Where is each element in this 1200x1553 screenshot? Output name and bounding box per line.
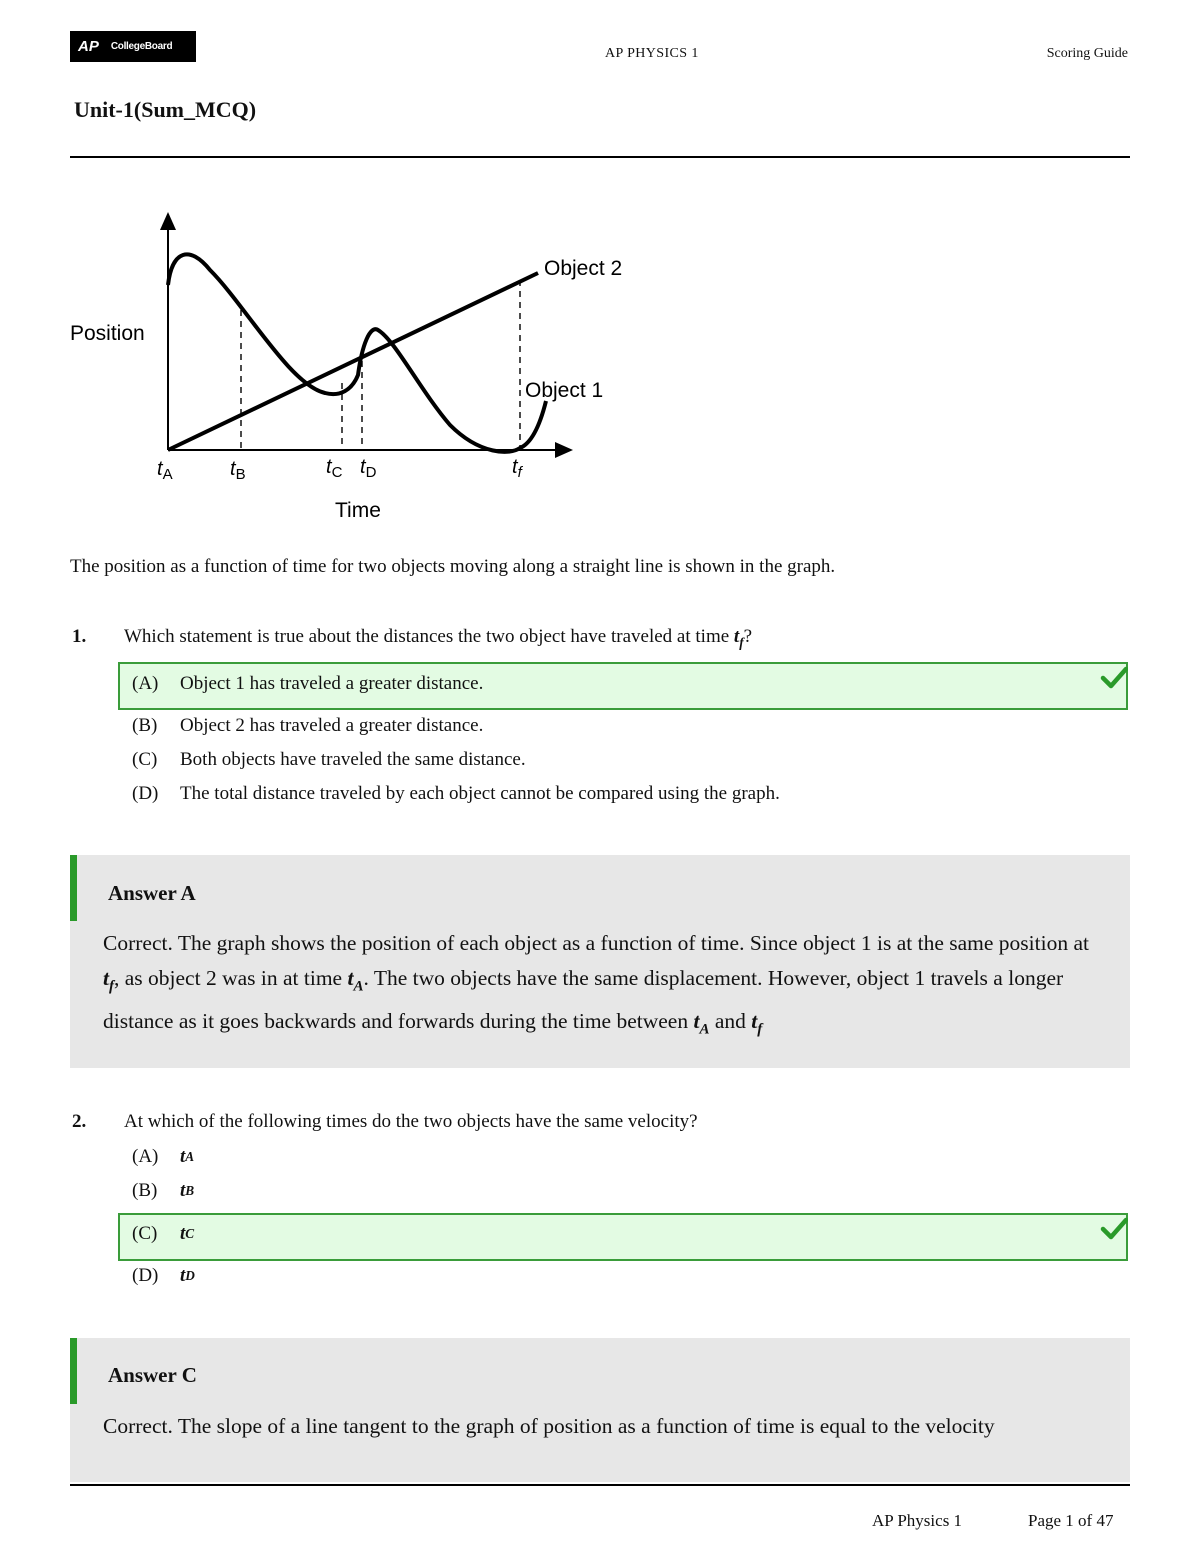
q2-check-icon xyxy=(1100,1217,1128,1241)
option-letter: (B) xyxy=(132,1180,158,1201)
expl-part: . The two objects have the same displacement. However, object 1 travels a longer distance as it goes backwards and forwards during the time between xyxy=(103,966,1064,1034)
header-course: AP PHYSICS 1 xyxy=(605,46,699,61)
object-2-label: Object 2 xyxy=(544,257,623,280)
option-letter: (A) xyxy=(132,1146,159,1167)
header-divider xyxy=(70,156,1130,158)
position-time-graph xyxy=(60,205,660,530)
option-text: Object 2 has traveled a greater distance. xyxy=(180,715,484,736)
expl-part: Correct. The graph shows the position of each object as a function of time. Since object 1 is at the same position at xyxy=(103,931,1089,955)
header-scoring-guide: Scoring Guide xyxy=(1046,46,1128,61)
question-1-text-end: ? xyxy=(743,626,753,647)
footer-page-number: Page 1 of 47 xyxy=(1028,1511,1114,1530)
footer-divider xyxy=(70,1484,1130,1486)
expl-var: t xyxy=(751,1009,758,1034)
q2-option-a[interactable] xyxy=(132,1146,194,1168)
time-guides xyxy=(241,280,520,450)
x-axis-label: Time xyxy=(335,499,381,522)
option-letter: (C) xyxy=(132,749,158,770)
q1-option-b[interactable] xyxy=(132,715,483,737)
tick-tc: $t_C$ xyxy=(326,456,343,481)
option-var-sub: A xyxy=(185,1149,195,1164)
page-title: Unit-1(Sum_MCQ) xyxy=(74,97,257,122)
option-var: t xyxy=(180,1146,186,1167)
q1-option-a[interactable] xyxy=(132,673,483,695)
logo-brand-text: CollegeBoard xyxy=(110,41,173,52)
tick-tf: $t_f$ xyxy=(512,456,522,481)
expl-var-sub: A xyxy=(699,1021,710,1038)
q2-answer-title: Answer C xyxy=(108,1363,197,1387)
option-letter: (D) xyxy=(132,783,159,804)
q2-answer-accent-bar xyxy=(70,1338,77,1404)
expl-var: t xyxy=(347,966,354,990)
question-stem: The position as a function of time for two objects moving along a straight line is shown in the graph. xyxy=(70,556,836,577)
question-1-var-sub: f xyxy=(739,634,744,650)
expl-var: t xyxy=(103,966,109,990)
q2-option-b[interactable] xyxy=(132,1180,194,1202)
q2-option-c[interactable] xyxy=(132,1223,194,1245)
expl-var-sub: f xyxy=(757,1021,763,1038)
logo-ap-text: AP xyxy=(78,38,99,55)
q1-option-d[interactable] xyxy=(132,783,780,805)
object-1-label: Object 1 xyxy=(525,379,604,402)
q1-answer-title: Answer A xyxy=(108,881,196,905)
footer-course: AP Physics 1 xyxy=(872,1511,963,1530)
expl-var-sub: f xyxy=(108,978,114,995)
tick-labels xyxy=(157,456,524,483)
expl-var: t xyxy=(693,1009,700,1034)
y-axis-label: Position xyxy=(70,322,145,345)
q2-option-d[interactable] xyxy=(132,1265,195,1287)
option-letter: (A) xyxy=(132,673,159,694)
expl-part: , as object 2 was in at time xyxy=(114,966,348,990)
option-letter: (B) xyxy=(132,715,158,736)
tick-ta: $t_A$ xyxy=(157,458,173,483)
tick-tb: $t_B$ xyxy=(230,458,246,483)
option-var: t xyxy=(180,1180,186,1201)
q1-answer-accent-bar xyxy=(70,855,77,921)
q2-explanation: Correct. The slope of a line tangent to the graph of position as a function of time is equal to the velocity xyxy=(103,1414,995,1438)
option-letter: (D) xyxy=(132,1265,159,1286)
q1-check-icon xyxy=(1100,666,1128,690)
option-text: Both objects have traveled the same distance. xyxy=(180,749,526,770)
tick-td: $t_D$ xyxy=(360,456,377,481)
q1-explanation xyxy=(103,926,1103,1048)
question-2-number: 2. xyxy=(72,1111,87,1132)
q2-correct-highlight xyxy=(118,1213,1128,1261)
question-1-var: t xyxy=(733,626,740,647)
option-var-sub: D xyxy=(185,1268,195,1283)
question-1-number: 1. xyxy=(72,626,87,647)
question-1-text xyxy=(124,626,752,651)
expl-var-sub: A xyxy=(353,978,364,995)
option-text: Object 1 has traveled a greater distance. xyxy=(180,673,484,694)
option-var: t xyxy=(180,1265,186,1286)
object-2-line xyxy=(168,273,538,450)
option-var: t xyxy=(180,1223,186,1244)
option-var-sub: B xyxy=(185,1183,195,1198)
expl-part: and xyxy=(709,1009,752,1034)
q1-option-c[interactable] xyxy=(132,749,526,771)
question-2-text: At which of the following times do the two objects have the same velocity? xyxy=(124,1111,698,1132)
ap-collegeboard-logo xyxy=(70,31,196,62)
question-1-text-main: Which statement is true about the distances the two object have traveled at time xyxy=(124,626,734,647)
option-text: The total distance traveled by each object cannot be compared using the graph. xyxy=(180,783,780,804)
option-var-sub: C xyxy=(185,1226,195,1241)
option-letter: (C) xyxy=(132,1223,158,1244)
